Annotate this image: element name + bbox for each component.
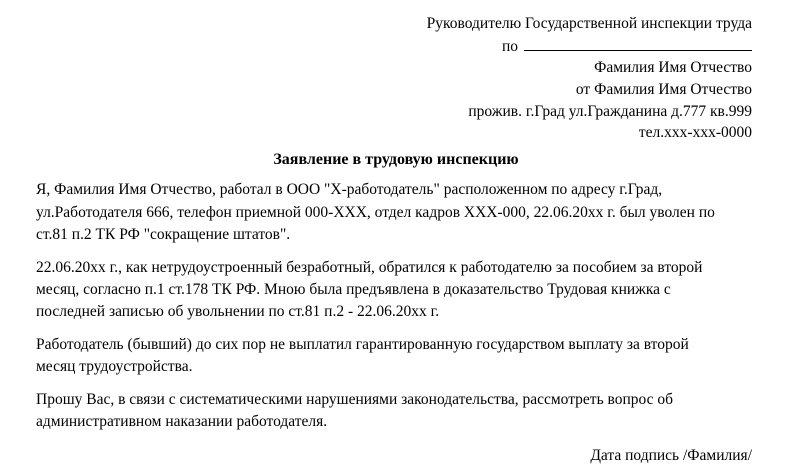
phone-line: тел.xxx-xxx-0000 xyxy=(638,124,752,141)
paragraph-line: Прошу Вас, в связи с систематическими нарушениями законодательства, рассмотреть вопрос об xyxy=(36,391,674,408)
recipient-name: Фамилия Имя Отчество xyxy=(594,59,752,76)
paragraph-line: месяц, согласно п.1 ст.178 ТК РФ. Мною была предъявлена в доказательство Трудовая книжка с xyxy=(36,281,671,298)
blank-line xyxy=(524,36,752,51)
paragraph-line: месяц трудоустройства. xyxy=(36,358,193,375)
po-line xyxy=(502,36,752,57)
paragraph-line: Работодатель (бывший) до сих пор не выплатил гарантированную государством выплату за второй xyxy=(36,336,689,353)
paragraph-line: последней записью об увольнении по ст.81 п.2 - 22.06.20xx г. xyxy=(36,303,440,320)
sender-line: от Фамилия Имя Отчество xyxy=(575,81,752,98)
paragraph-line: 22.06.20xx г., как нетрудоустроенный безработный, обратился к работодателю за пособием за второй xyxy=(36,259,703,276)
paragraph-line: административном наказании работодателя. xyxy=(36,413,328,430)
signature-line: Дата подпись /Фамилия/ xyxy=(590,447,752,464)
paragraph-line: Я, Фамилия Имя Отчество, работал в ООО "Х-работодатель" расположенном по адресу г.Град, xyxy=(36,181,663,198)
address-line: прожив. г.Град ул.Гражданина д.777 кв.999 xyxy=(468,103,752,120)
po-label: по xyxy=(501,38,518,55)
document-title: Заявление в трудовую инспекцию xyxy=(273,151,519,168)
paragraph-line: ст.81 п.2 ТК РФ "сокращение штатов". xyxy=(36,226,291,243)
recipient-line: Руководителю Государственной инспекции труда xyxy=(426,15,752,32)
paragraph-line: ул.Работодателя 666, телефон приемной 000-XXX, отдел кадров XXX-000, 22.06.20xx г. был уволен по xyxy=(36,204,715,221)
